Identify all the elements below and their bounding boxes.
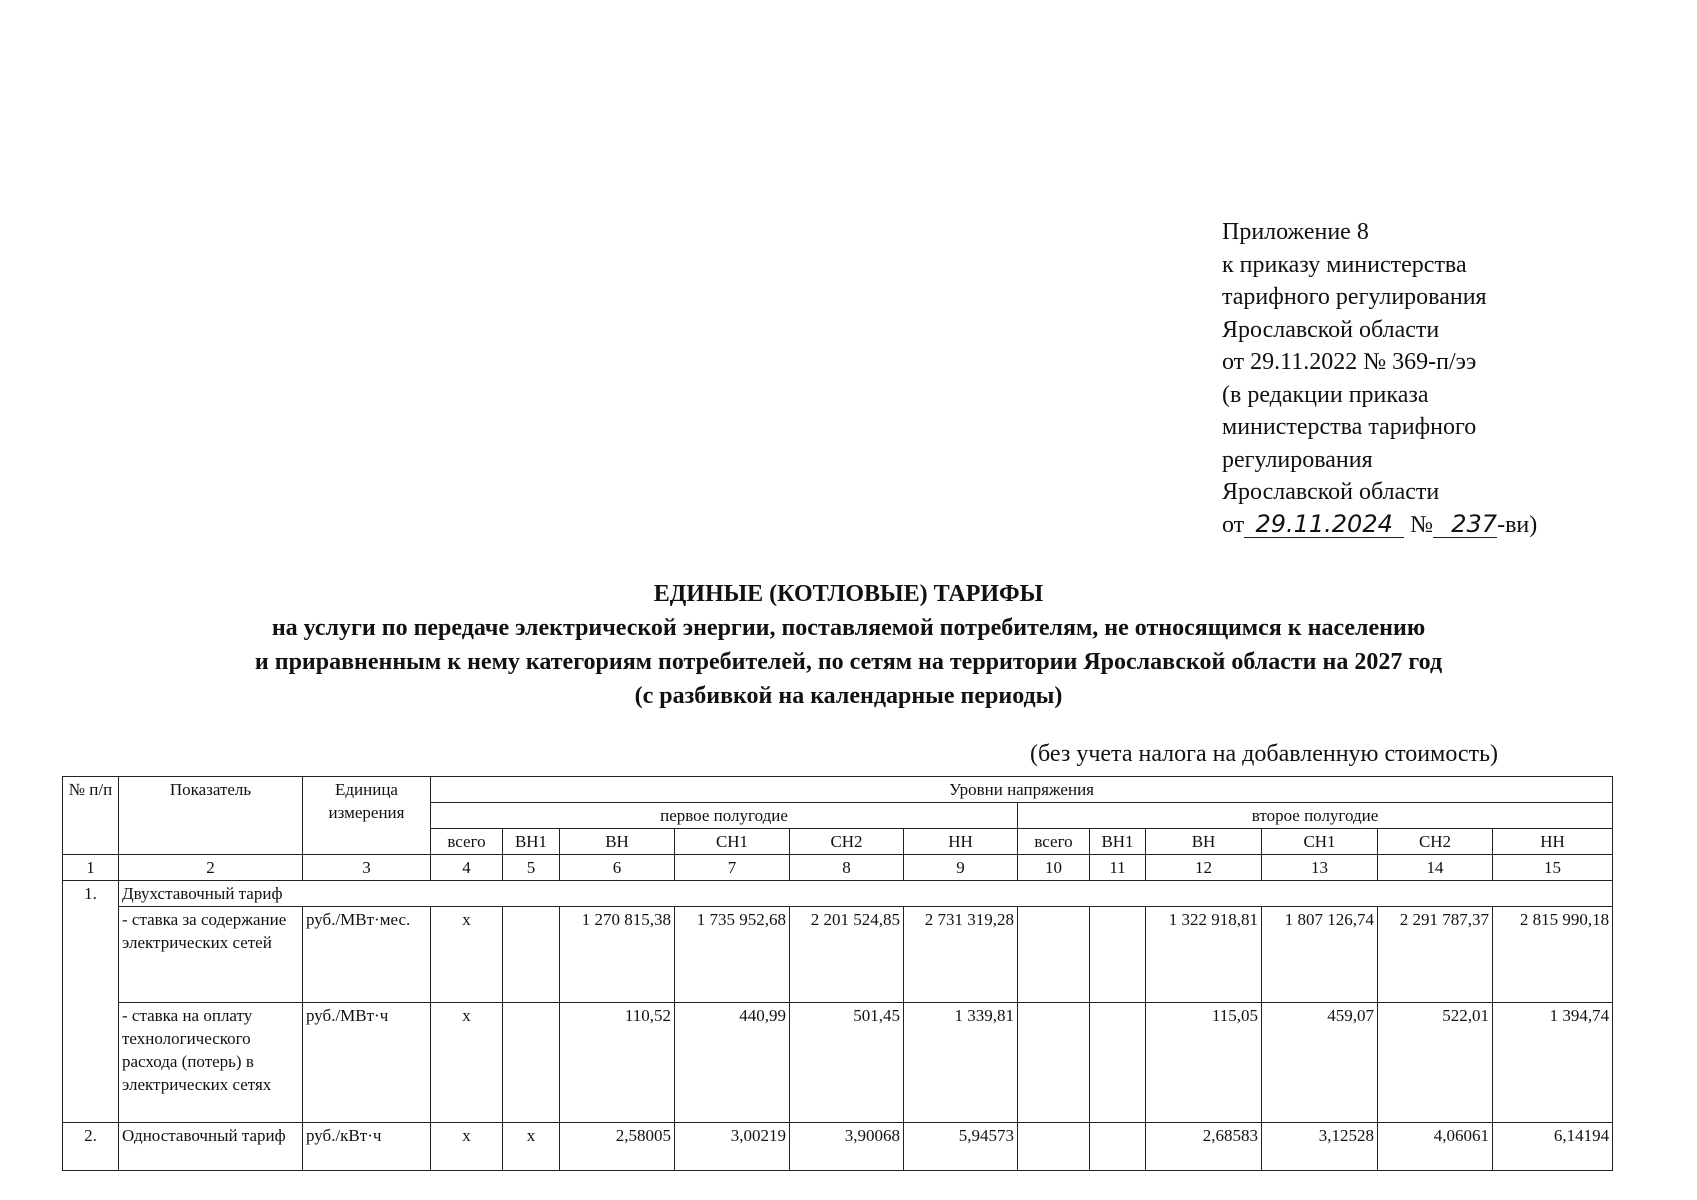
column-number: 11: [1090, 855, 1146, 881]
column-number: 9: [904, 855, 1018, 881]
column-number: 3: [303, 855, 431, 881]
cell-value: 110,52: [560, 1003, 675, 1123]
header-indicator: Показатель: [119, 777, 303, 855]
header-sub: СН2: [790, 829, 904, 855]
header-unit: Единица измерения: [303, 777, 431, 855]
amendment-prefix: от: [1222, 511, 1245, 538]
document-title: ЕДИНЫЕ (КОТЛОВЫЕ) ТАРИФЫ: [653, 581, 1044, 607]
header-sub: ВН: [1146, 829, 1262, 855]
cell-value: 5,94573: [904, 1123, 1018, 1171]
column-number-row: [63, 855, 1613, 881]
header-sub: ВН: [560, 829, 675, 855]
column-number: 15: [1493, 855, 1613, 881]
header-sub: всего: [1018, 829, 1090, 855]
row-unit: руб./МВт·ч: [303, 1003, 431, 1123]
document-subtitle-line: на услуги по передаче электрической энергии, поставляемой потребителям, не относящимся к населению: [271, 615, 1426, 641]
cell-value: [503, 1003, 560, 1123]
header-sub: НН: [1493, 829, 1613, 855]
header-first-half: первое полугодие: [431, 803, 1018, 829]
cell-value: 2 731 319,28: [904, 907, 1018, 1003]
appendix-line: Ярославской области: [1222, 479, 1440, 505]
cell-value: 1 270 815,38: [560, 907, 675, 1003]
appendix-line: Ярославской области: [1222, 316, 1440, 343]
row-unit: руб./кВт·ч: [303, 1123, 431, 1171]
cell-value: 1 322 918,81: [1146, 907, 1262, 1003]
appendix-block: [1222, 216, 1537, 541]
section-row: [63, 881, 1613, 907]
cell-value: х: [431, 1123, 503, 1171]
column-number: 1: [63, 855, 119, 881]
cell-value: 501,45: [790, 1003, 904, 1123]
row-number: 2.: [63, 1123, 119, 1171]
appendix-line: от 29.11.2022 № 369-п/ээ: [1222, 349, 1477, 375]
column-number: 12: [1146, 855, 1262, 881]
appendix-line: регулирования: [1222, 446, 1373, 473]
appendix-amendment-line: [1222, 509, 1537, 542]
cell-value: [1018, 1123, 1090, 1171]
cell-value: 2,58005: [560, 1123, 675, 1171]
cell-value: 4,06061: [1378, 1123, 1493, 1171]
cell-value: 1 394,74: [1493, 1003, 1613, 1123]
document-subtitle-line: (с разбивкой на календарные периоды): [634, 683, 1063, 709]
header-row: [63, 777, 1613, 803]
row-unit: руб./МВт·мес.: [303, 907, 431, 1003]
header-sub: СН1: [1262, 829, 1378, 855]
table-row: [63, 1003, 1613, 1123]
cell-value: 1 339,81: [904, 1003, 1018, 1123]
cell-value: х: [503, 1123, 560, 1171]
row-number: 1.: [63, 881, 119, 1123]
cell-value: [1090, 1003, 1146, 1123]
header-sub: СН2: [1378, 829, 1493, 855]
vat-note: (без учета налога на добавленную стоимость): [1030, 741, 1499, 767]
column-number: 7: [675, 855, 790, 881]
header-num: № п/п: [63, 777, 119, 855]
cell-value: [503, 907, 560, 1003]
appendix-line: Приложение 8: [1222, 219, 1369, 245]
table-row: [63, 907, 1613, 1003]
cell-value: 6,14194: [1493, 1123, 1613, 1171]
handwritten-date: 29.11.2024: [1244, 511, 1404, 538]
column-number: 8: [790, 855, 904, 881]
cell-value: 3,00219: [675, 1123, 790, 1171]
cell-value: 1 807 126,74: [1262, 907, 1378, 1003]
table-row: [63, 1123, 1613, 1171]
header-sub: ВН1: [1090, 829, 1146, 855]
cell-value: 2 815 990,18: [1493, 907, 1613, 1003]
row-label: - ставка за содержание электрических сетей: [119, 907, 303, 1003]
cell-value: 522,01: [1378, 1003, 1493, 1123]
header-sub: НН: [904, 829, 1018, 855]
cell-value: 459,07: [1262, 1003, 1378, 1123]
column-number: 4: [431, 855, 503, 881]
header-second-half: второе полугодие: [1018, 803, 1613, 829]
tariff-table: [62, 776, 1613, 1171]
document-subtitle-line: и приравненным к нему категориям потребителей, по сетям на территории Ярославской области на 2027 год: [254, 649, 1443, 675]
cell-value: [1018, 1003, 1090, 1123]
cell-value: 3,12528: [1262, 1123, 1378, 1171]
handwritten-number: 237: [1433, 511, 1497, 538]
cell-value: 1 735 952,68: [675, 907, 790, 1003]
cell-value: 2 291 787,37: [1378, 907, 1493, 1003]
row-label: - ставка на оплату технологического расхода (потерь) в электрических сетях: [119, 1003, 303, 1123]
appendix-line: тарифного регулирования: [1222, 284, 1487, 310]
cell-value: х: [431, 907, 503, 1003]
appendix-line: (в редакции приказа: [1222, 381, 1429, 408]
amendment-suffix: -ви): [1497, 511, 1538, 538]
appendix-line: к приказу министерства: [1222, 251, 1467, 278]
column-number: 14: [1378, 855, 1493, 881]
row-label: Одноставочный тариф: [119, 1123, 303, 1171]
cell-value: 440,99: [675, 1003, 790, 1123]
column-number: 6: [560, 855, 675, 881]
cell-value: 2 201 524,85: [790, 907, 904, 1003]
cell-value: 3,90068: [790, 1123, 904, 1171]
appendix-line: министерства тарифного: [1222, 414, 1477, 440]
header-sub: ВН1: [503, 829, 560, 855]
column-number: 10: [1018, 855, 1090, 881]
header-sub: СН1: [675, 829, 790, 855]
cell-value: [1018, 907, 1090, 1003]
column-number: 13: [1262, 855, 1378, 881]
number-sign: №: [1410, 511, 1434, 538]
section-label: Двухставочный тариф: [119, 881, 1613, 907]
header-sub: всего: [431, 829, 503, 855]
cell-value: 2,68583: [1146, 1123, 1262, 1171]
cell-value: [1090, 1123, 1146, 1171]
cell-value: 115,05: [1146, 1003, 1262, 1123]
cell-value: [1090, 907, 1146, 1003]
header-voltage-levels: Уровни напряжения: [431, 777, 1613, 803]
column-number: 5: [503, 855, 560, 881]
cell-value: х: [431, 1003, 503, 1123]
column-number: 2: [119, 855, 303, 881]
